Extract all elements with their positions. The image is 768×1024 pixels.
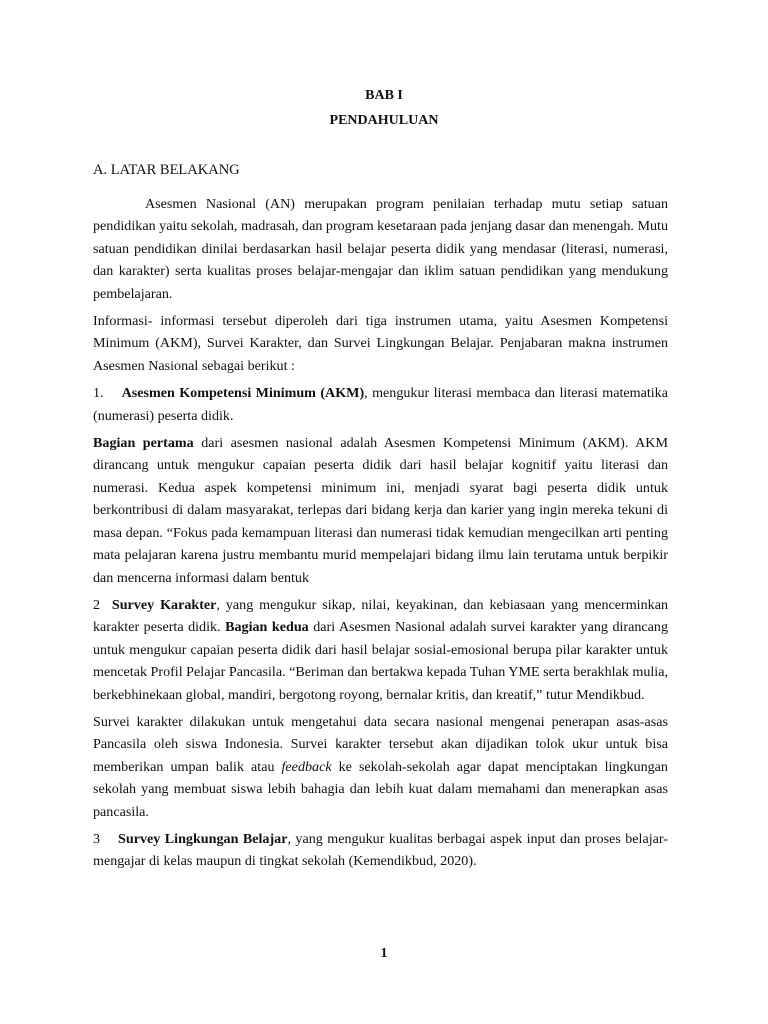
paragraph-instruments: Informasi- informasi tersebut diperoleh dari tiga instrumen utama, yaitu Asesmen Kompetensi Minimum (AKM), Survei Karakter, dan Survei Lingkungan Belajar. Penjabaran makna instrumen Asesmen Nasional sebagai berikut : bbox=[93, 313, 668, 374]
list-item-akm: 1. Asesmen Kompetensi Minimum (AKM), mengukur literasi membaca dan literasi matematika (numerasi) peserta didik. bbox=[93, 385, 668, 424]
list-number: 1. bbox=[93, 385, 104, 402]
list-item-survey-karakter: 2 Survey Karakter, yang mengukur sikap, nilai, keyakinan, dan kebiasaan yang mencerminkan karakter peserta didik. Bagian kedua dari Asesmen Nasional adalah survei karakter yang dirancang untuk mengukur capaian peserta didik dari hasil belajar sosial-emosional berupa pilar karakter untuk mencetak Profil Pelajar Pancasila. “Beriman dan bertakwa kepada Tuhan YME serta berakhlak mulia, berkebhinekaan global, mandiri, bergotong royong, bernalar kritis, dan kreatif,” tutur Mendikbud. bbox=[93, 596, 669, 703]
paragraph-survey-karakter-detail: Survei karakter dilakukan untuk mengetahui data secara nasional mengenai penerapan asas-asas Pancasila oleh siswa Indonesia. Survei karakter tersebut akan dijadikan tolok ukur untuk bisa memberikan umpan balik atau feedback ke sekolah-sekolah agar dapat menciptakan lingkungan sekolah yang membuat siswa lebih bahagia dan lebih kuat dalam memahami dan menerapkan asas pancasila. bbox=[93, 713, 668, 820]
term-feedback: feedback bbox=[281, 758, 332, 775]
list-number: 2 bbox=[93, 596, 101, 613]
term-survey-lingkungan: Survey Lingkungan Belajar bbox=[118, 830, 288, 847]
term-bagian-kedua: Bagian kedua bbox=[225, 619, 309, 636]
term-bagian-pertama: Bagian pertama bbox=[93, 435, 194, 452]
body-text bbox=[93, 193, 668, 873]
paragraph-akm-detail: Bagian pertama dari asesmen nasional adalah Asesmen Kompetensi Minimum (AKM). AKM dirancang untuk mengukur capaian peserta didik dari hasil belajar kognitif yaitu literasi dan numerasi. Kedua aspek kompetensi minimum ini, menjadi syarat bagi peserta didik untuk berkontribusi di dalam masyarakat, terlepas dari bidang kerja dan karier yang ingin mereka tekuni di masa depan. “Fokus pada kemampuan literasi dan numerasi tidak kemudian mengecilkan arti penting mata pelajaran karena justru membantu murid mempelajari bidang ilmu lain terutama untuk berpikir dan mencerna informasi dalam bentuk bbox=[93, 435, 668, 586]
chapter-label: BAB I bbox=[365, 88, 403, 103]
list-number: 3 bbox=[93, 830, 101, 847]
chapter-title: PENDAHULUAN bbox=[329, 113, 439, 128]
list-item-survey-lingkungan: 3 Survey Lingkungan Belajar, yang mengukur kualitas berbagai aspek input dan proses belajar- mengajar di kelas maupun di tingkat sekolah (Kemendikbud, 2020). bbox=[93, 830, 668, 870]
paragraph-intro: Asesmen Nasional (AN) merupakan program penilaian terhadap mutu setiap satuan pendidikan yaitu sekolah, madrasah, dan program kesetaraan pada jenjang dasar dan menengah. Mutu satuan pendidikan dinilai berdasarkan hasil belajar peserta didik yang mendasar (literasi, numerasi, dan karakter) serta kualitas proses belajar-mengajar dan iklim satuan pendidikan yang mendukung pembelajaran. bbox=[93, 196, 668, 302]
section-heading: A. LATAR BELAKANG bbox=[93, 162, 240, 178]
term-survey-karakter: Survey Karakter bbox=[111, 596, 217, 613]
page-number: 1 bbox=[380, 946, 388, 961]
term-akm: Asesmen Kompetensi Minimum (AKM) bbox=[121, 385, 365, 402]
